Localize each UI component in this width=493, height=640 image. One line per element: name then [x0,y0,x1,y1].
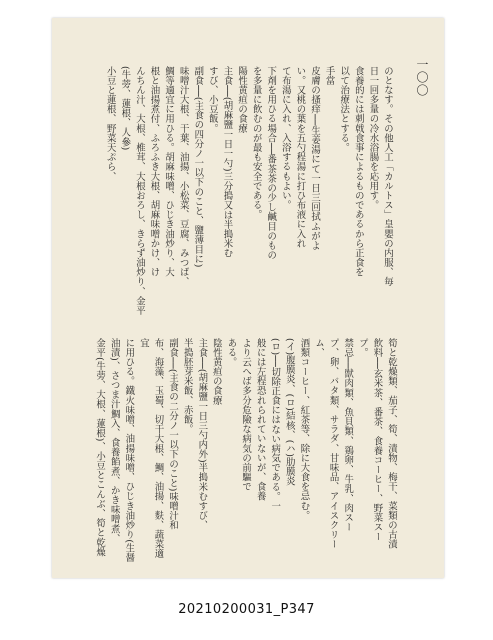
text-column: 飲料──玄米茶、番茶、食養コーヒー、野菜スー [371,338,383,542]
text-column: 主食──(胡麻鹽一日三勺内外)半搗米むすび、 [196,338,208,531]
text-column: (イ)腹膜炎、(ロ)結核、(ハ)肋膜炎 [283,338,295,486]
text-column: 半搗胚芽米飯、赤飯。 [181,338,193,434]
text-column: を多量に飲むのが最も安全である。 [250,66,262,220]
text-column: のとなす。その他人工「カルトス」皇嬰の内服、毎 [382,66,393,287]
text-column: プ。 [356,338,368,358]
text-column: 酒類コーヒー、紅茶等、除に大食を忌む。 [298,338,310,521]
text-column: 禁忌──獣肉類、魚貝類、鶏卵、牛乳、肉スー [342,338,354,532]
text-column: 小豆と蓮根、野菜天ぷら、 [104,66,116,182]
text-column: より云へば多分危險な病気の前驅で [240,338,252,492]
text-column: すび、小豆飯。 [206,66,218,134]
text-column: 筍と乾燥類、茄子、筍、漬物、梅干、菜類の古漬 [386,338,397,549]
text-column: 下剤を用ひる場合──番茶茶の少し鹹目のもの [265,66,277,260]
lower-text-block [94,338,398,568]
text-column: 手當 [323,66,335,86]
text-column: 食養的には刺戟食事によるものであるから正食を [352,66,364,277]
text-column: 日一回多量の冷水浴腸を応用す。 [367,66,379,210]
text-column: んちん汁、大根、椎茸、大根おろし、きらず油炒り、金平(牛蒡、蓮根、人參) [119,66,145,316]
page-number: 一〇〇 [415,58,429,97]
text-column: 陽性黄疸の食療 [236,66,248,134]
text-column: 副食──(主食の二分ノ一以下のこと)味噌汁和 [167,338,179,531]
text-column: 主食──(胡麻鹽一日一勺)三分搗又は半搗米む [221,66,233,259]
text-column: (ロ)──切除正食にはない病気である。一 [269,338,281,511]
text-column: に用ひる。鐵火味噌、油揚味噌、ひじき油炒り(生醤 [123,338,135,563]
upper-text-block [98,66,394,316]
text-column: 以て治療法とする。 [338,66,350,153]
text-column: い。又桃の葉を五勺程湯に打ひ布液に入れ [294,66,306,249]
text-column: ある。 [225,338,237,367]
text-column: 根と油揚煮付、ふろふき大根、胡麻味噌かけ、け [148,66,160,277]
text-column: 味噌汁大根、干葉、油揚、小松菜、豆腐、みつば、 [177,66,189,287]
text-column: 皮膚の搔痒──生姜湯にて一日三回拭ふがよ [309,66,321,251]
text-column: 布、海藻、玉蜀、切干大根、鯛、油揚、麩、蔬菜適宜 [137,338,164,559]
text-column: 般には左程恐れられていないが、食養 [254,338,266,502]
text-column: 油漬)、さつま汁鯛入、食養餡煮、かき味噌煮、 [108,338,120,544]
text-column: 副食──(主食の四分ノ一以下のこと、鹽薄目に) [192,66,204,268]
text-column: 陰性黄疸の食療 [210,338,222,406]
text-column: 鯛等適宜に用ひる。胡麻味噌、ひじき油炒り、大 [163,66,175,277]
image-caption: 20210200031_P347 [178,602,315,617]
text-column: て布湯に入れ、入浴するもよい。 [279,66,291,210]
text-column: 金平(牛蒡、大根、蓮根)、小豆とこんぶ、筍と乾燥 [94,338,106,557]
text-column: プ、卵、バタ類、サラダ、甘味品、アイスクリーム、 [313,338,339,549]
